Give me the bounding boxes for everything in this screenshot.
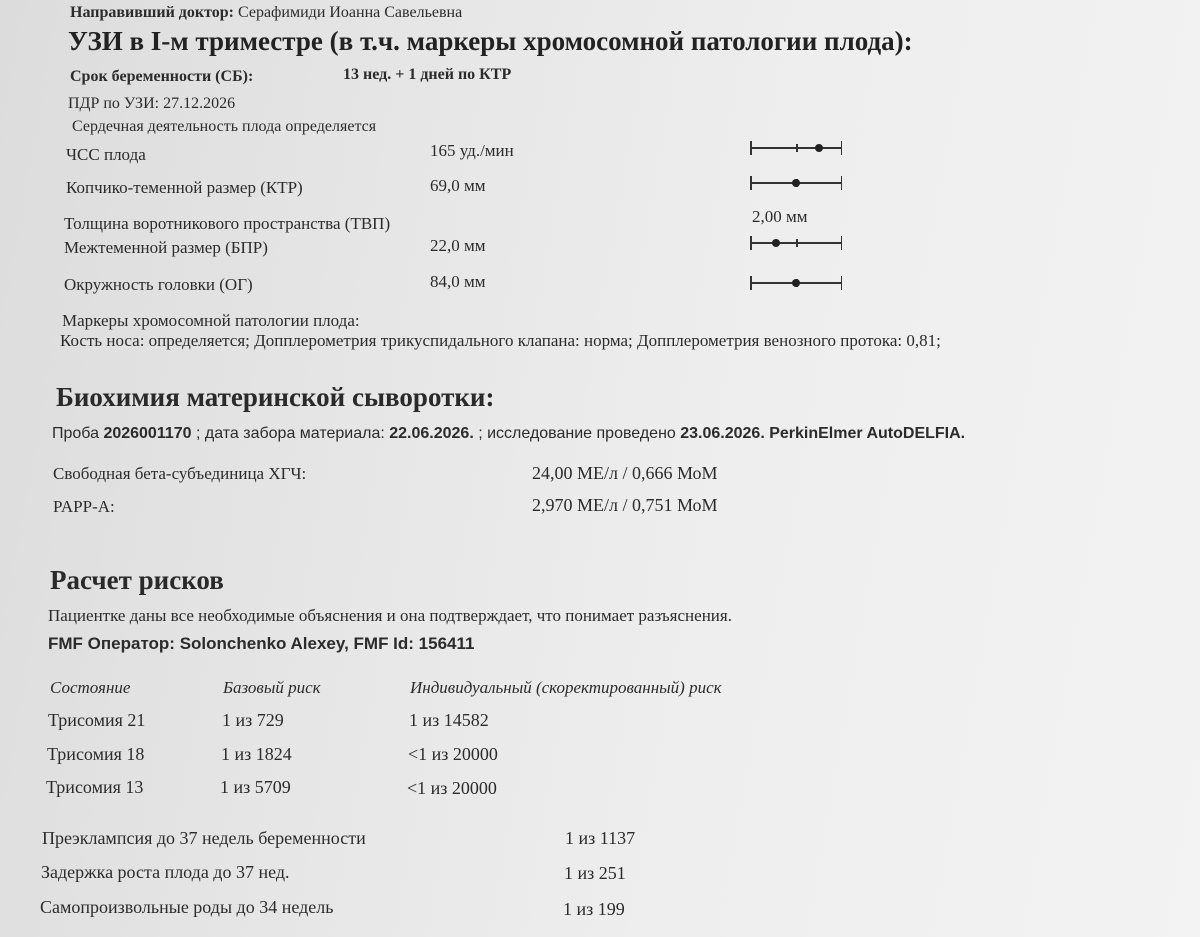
other-risk-label: Самопроизвольные роды до 34 недель <box>40 897 334 917</box>
heart-activity: Сердечная деятельность плода определяется <box>72 118 377 135</box>
referring-doctor-label: Направивший доктор: <box>70 4 234 21</box>
measurement-label: ЧСС плода <box>66 145 146 164</box>
other-risk-value: 1 из 251 <box>564 863 626 883</box>
risk-individual: 1 из 14582 <box>409 710 489 730</box>
markers-title: Маркеры хромосомной патологии плода: <box>62 311 360 330</box>
date-label: ; дата забора материала: <box>191 425 390 442</box>
risk-individual: <1 из 20000 <box>407 778 497 798</box>
measurement-value: 165 уд./мин <box>430 141 514 160</box>
risk-header-base: Базовый риск <box>223 678 321 697</box>
risk-base: 1 из 1824 <box>221 744 292 764</box>
other-risk-label: Задержка роста плода до 37 нед. <box>41 862 290 882</box>
measurement-label: Толщина воротникового пространства (ТВП) <box>64 214 391 233</box>
risk-header-condition: Состояние <box>50 678 131 697</box>
range-scale <box>750 176 842 190</box>
markers-text: Кость носа: определяется; Допплерометрия трикуспидального клапана: норма; Допплерометрия венозного протока: 0,81; <box>60 331 941 350</box>
other-risk-value: 1 из 199 <box>563 899 625 919</box>
risk-condition: Трисомия 18 <box>47 744 145 764</box>
ultrasound-title: УЗИ в I-м триместре (в т.ч. маркеры хромосомной патологии плода): <box>68 26 913 56</box>
consent-text: Пациентке даны все необходимые объяснения и она подтверждает, что понимает разъяснения. <box>48 606 732 625</box>
referring-doctor <box>70 4 462 22</box>
risk-base: 1 из 5709 <box>220 777 291 797</box>
nt-side-value: 2,00 мм <box>752 207 808 226</box>
study-label: ; исследование проведено <box>473 425 681 442</box>
sample-prefix: Проба <box>52 425 104 442</box>
measurement-value: 84,0 мм <box>430 272 486 291</box>
risk-condition: Трисомия 13 <box>46 777 144 797</box>
sample-id: 2026001170 <box>103 425 192 442</box>
risk-individual: <1 из 20000 <box>408 744 498 764</box>
range-scale <box>750 236 842 250</box>
biochem-row-value: 2,970 МЕ/л / 0,751 МоМ <box>532 495 718 515</box>
biochem-row-label: PAPP-A: <box>53 497 115 516</box>
range-scale <box>750 141 842 155</box>
measurement-label: Окружность головки (ОГ) <box>64 275 253 294</box>
referring-doctor-name: Серафимиди Иоанна Савельевна <box>237 4 463 21</box>
other-risk-value: 1 из 1137 <box>565 828 636 848</box>
risks-title: Расчет рисков <box>50 565 224 595</box>
pdr-line: ПДР по УЗИ: 27.12.2026 <box>68 95 236 112</box>
measurement-value: 22,0 мм <box>430 236 486 255</box>
risk-base: 1 из 729 <box>222 710 284 730</box>
measurement-label: Копчико-теменной размер (КТР) <box>66 178 303 197</box>
study-value: 23.06.2026. PerkinElmer AutoDELFIA. <box>680 425 966 442</box>
measurement-value: 69,0 мм <box>430 176 486 195</box>
biochem-row-value: 24,00 МЕ/л / 0,666 МоМ <box>532 463 718 483</box>
date-value: 22.06.2026. <box>389 425 474 442</box>
other-risk-label: Преэклампсия до 37 недель беременности <box>42 828 366 848</box>
term-value: 13 нед. + 1 дней по КТР <box>343 66 512 83</box>
biochem-title: Биохимия материнской сыворотки: <box>56 382 495 412</box>
term-label: Срок беременности (СБ): <box>70 68 254 85</box>
range-scale <box>750 276 842 290</box>
measurement-label: Межтеменной размер (БПР) <box>64 238 268 257</box>
fmf-operator: FMF Оператор: Solonchenko Alexey, FMF Id: 156411 <box>48 634 475 653</box>
sample-line <box>52 425 965 443</box>
biochem-row-label: Свободная бета-субъединица ХГЧ: <box>53 464 307 483</box>
risk-header-individual: Индивидуальный (скоректированный) риск <box>410 678 722 697</box>
risk-condition: Трисомия 21 <box>48 710 146 730</box>
